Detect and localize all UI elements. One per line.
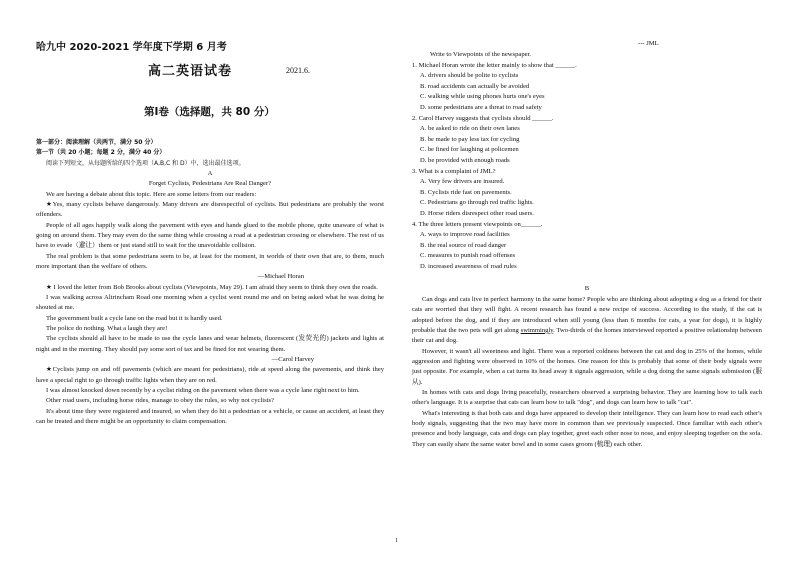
paragraph-text: . Two-thirds of the homes interviewed reported a positive relationship between their cat and dog. — [412, 326, 762, 345]
answer-option: D. be provided with enough roads — [420, 156, 510, 164]
question-stem: 2. Carol Harvey suggests that cyclists should ______. — [412, 114, 554, 122]
page-number: 1 — [395, 538, 398, 544]
answer-option: A. ways to improve road facilities — [420, 231, 510, 239]
paragraph: ★Yes, many cyclists behave dangerously. Many drivers are disrespectful of cyclists. But pedestrians are probably the worst offenders. — [36, 200, 384, 219]
answer-option: B. road accidents can actually be avoided — [420, 82, 530, 90]
page-title: 高二英语试卷 — [148, 64, 233, 79]
answer-option: B. be made to pay less tax for cycling — [420, 135, 520, 143]
question-stem: 3. What is a complaint of JML? — [412, 167, 496, 175]
answer-option: C. be fined for laughing at policemen — [420, 146, 519, 154]
part1-heading: 第一部分：阅读理解（共两节，满分 50 分） — [36, 139, 157, 146]
paragraph: We are having a debate about this topic. Here are some letters from our readers: — [46, 190, 257, 198]
paragraph: What's interesting is that both cats and dogs have appeared to develop their intelligence. They can learn how to read each other's body signals, suggesting that the two may have more in common than we previously suspected. Once familiar with each other's presence and body language, cats and dogs can play together, greet each other nose to nose, and enjoy sleeping together on the sofa. They can easily share the same water bowl and in some cases groom (梳理) each other. — [412, 409, 762, 448]
passage-a-title: Forget Cyclists, Pedestrians Are Real Danger? — [148, 180, 272, 188]
answer-option: A. drivers should be polite to cyclists — [420, 72, 519, 80]
passage-b-letter: B — [584, 285, 590, 293]
answer-option: D. increased awareness of road rules — [420, 262, 517, 270]
paragraph: The cyclists should all have to be made to use the cycle lanes and wear helmets, fluorescent (发荧光的) jackets and lights at night and in the morning. They should pay some sort of tax and be fined for not wearing them. — [36, 335, 384, 353]
paragraph: The police do nothing. What a laugh they are! — [46, 325, 168, 333]
exam-date: 2021.6. — [286, 66, 310, 75]
paragraph: ★Cyclists jump on and off pavements (which are meant for pedestrians), ride at speed along the pavements, and think they have a special right to go through traffic lights when they are on red. — [36, 366, 384, 384]
paragraph: I was walking across Altrincham Road one morning when a cyclist went round me and on being asked what he was doing he shouted at me. — [36, 294, 384, 312]
question-block — [412, 220, 762, 273]
answer-option: D. Horse riders disrespect other road users. — [420, 209, 534, 217]
paragraph: People of all ages happily walk along the pavement with eyes and hands glued to the mobile phone, quite unaware of what is going on around them. They may even do the same thing while crossing a road at a pedestrian crossing or elsewhere. The rest of us have to evade（避让）them or just stand still to wait for the unavoidable collision. — [36, 221, 384, 250]
question-stem: 4. The three letters present viewpoints on______. — [412, 220, 543, 228]
directions: 阅读下列短文，从每题所给的四个选项（A,B,C 和 D）中，选出最佳选项。 — [46, 159, 245, 167]
answer-option: B. the real source of road danger — [420, 241, 507, 249]
paragraph: The real problem is that some pedestrians seem to be, at least for the moment, in worlds of their own that are, to them, much more important than the welfare of others. — [36, 252, 384, 270]
passage-a-final-line: Write to Viewpoints of the newspaper. — [430, 51, 532, 58]
underlined-word: swimmingly — [520, 326, 554, 334]
answer-option: C. Pedestrians go through red traffic lights. — [420, 199, 534, 207]
passage-a-letter: A — [207, 169, 213, 177]
answer-option: C. walking while using phones hurts one's eyes — [420, 93, 545, 101]
answer-option: C. measures to punish road offenses — [420, 252, 516, 260]
question-stem: 1. Michael Horan wrote the letter mainly to show that ______. — [412, 61, 577, 69]
exam-name: 哈九中 2020-2021 学年度下学期 6 月考 — [36, 42, 227, 53]
paragraph: ★ I loved the letter from Bob Brooks about cyclists (Viewpoints, May 29). I am afraid they seem to think they own the roads. — [46, 283, 378, 291]
answer-option: D. some pedestrians are a threat to road safety — [420, 103, 542, 111]
left-column — [36, 138, 384, 427]
letter-signature: —Carol Harvey — [271, 356, 314, 364]
corner-mark: --- JML — [638, 40, 659, 47]
paragraph — [412, 295, 762, 347]
paragraph: In homes with cats and dogs living peacefully, researchers observed a surprising behavior. They are learning how to talk each other's language. It is a surprise that cats can learn how to talk "dog", and dogs can learn how to talk "cat". — [412, 388, 762, 407]
paragraph-text: Can dogs and cats live in perfect harmony in the same home? People who are thinking about adopting a dog as a friend for their cats are worried that they will fight. A recent research has found a new recipe of success. According to the study, if the cat is adopted before the dog, and if they are introduced when still young (less than 6 months for cats, a year for dogs), it is highly probable that the two pets will get along — [412, 295, 762, 334]
letter-signature: —Michael Horan — [257, 273, 304, 281]
part-title: 第Ⅰ卷（选择题，共 80 分） — [144, 106, 275, 118]
section1-heading: 第一节（共 20 小题；每题 2 分，满分 40 分） — [36, 149, 166, 157]
question-block — [412, 167, 762, 220]
paragraph: I was almost knocked down recently by a cyclist riding on the pavement when there was a cycle lane right next to him. — [46, 387, 360, 395]
question-block — [412, 114, 762, 167]
answer-option: B. Cyclists ride fast on pavements. — [420, 188, 512, 196]
answer-option: A. Very few drivers are insured. — [420, 178, 505, 186]
paragraph: It's about time they were registered and insured, so when they do hit a pedestrian or a vehicle, or cause an accident, at least they can be treated and there might be an opportunity to claim compensation. — [36, 407, 384, 426]
answer-option: A. be asked to ride on their own lanes — [420, 125, 520, 133]
paragraph: However, it wasn't all sweetness and light. There was a reported coldness between the cat and dog in 25% of the homes, while aggression and fighting were observed in 10% of the homes. One reason for this is probably that some of their body signals were just opposite. For example, when a cat turns its head away it signals aggression, while a dog doing the same signals submission (服从). — [412, 347, 762, 386]
paragraph: The government built a cycle lane on the road but it is hardly used. — [46, 314, 223, 322]
right-column — [412, 50, 762, 450]
question-block — [412, 61, 762, 114]
paragraph: Other road users, including horse rides, manage to obey the rules, so why not cyclists? — [46, 397, 274, 405]
